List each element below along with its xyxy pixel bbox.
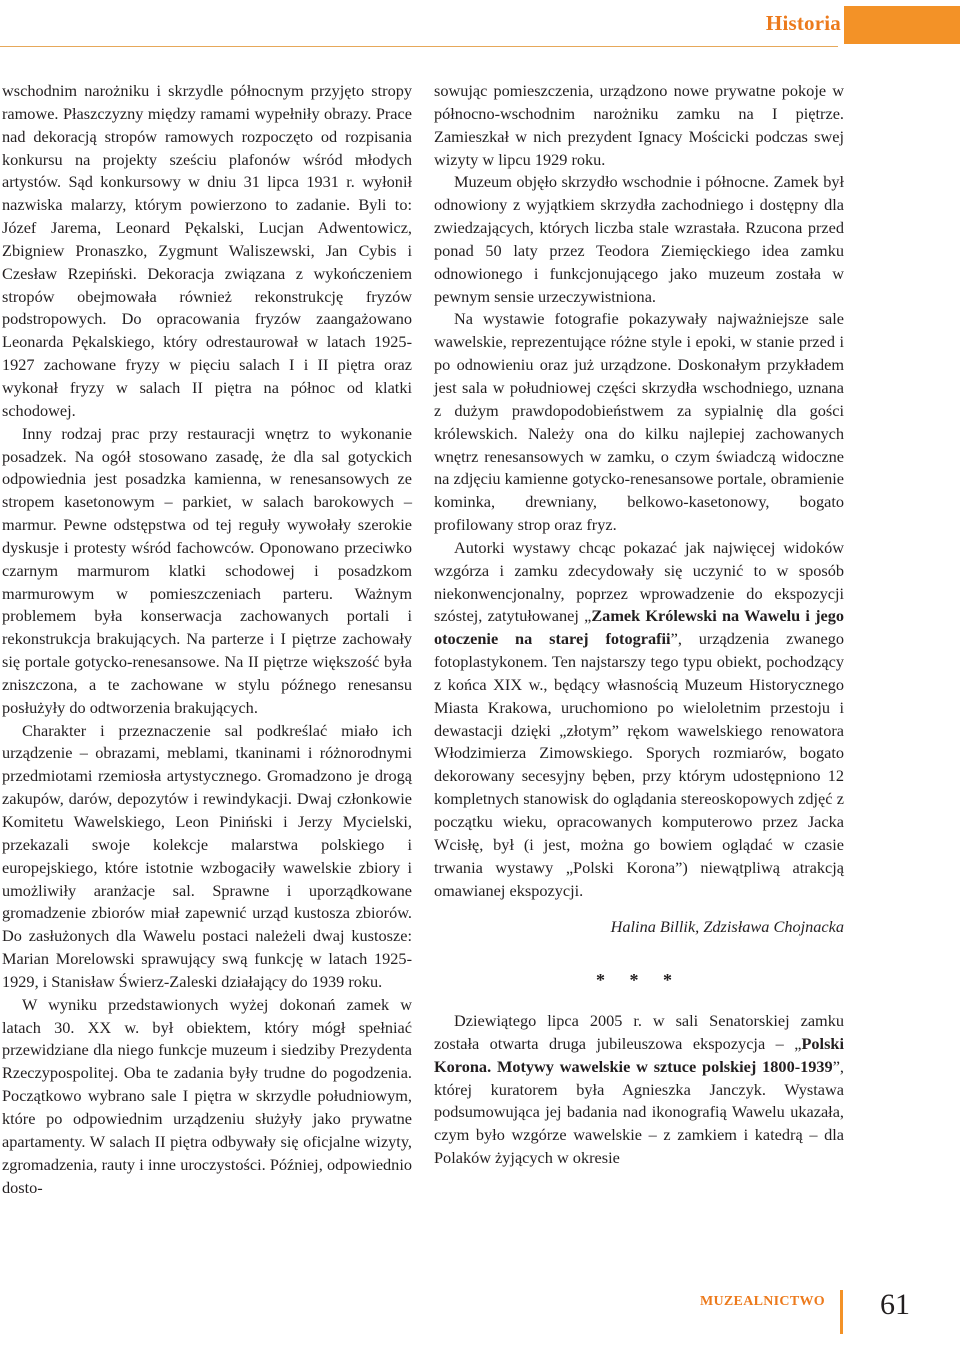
magazine-name: MUZEALNICTWO <box>700 1294 825 1309</box>
right-paragraph-4 <box>434 537 844 903</box>
right-paragraph-3: Na wystawie fotografie pokazywały najważniejsze sale wawelskie, reprezentujące różne style i epoki, w stanie przed i po odnowieniu oraz już urządzone. Doskonałym przykładem jest sala w południowej części skrzydła wschodniego, uznana z dużym prawdopodobieństwem za sypialnię dla gości królewskich. Należy ona do kilku najlepiej zachowanych wnętrz renesansowych w zamku, o czym świadczą widoczne na zdjęciu kamienne gotycko-renesansowe portale, obramienie kominka, drewniany, belkowo-kasetonowy, bogato profilowany strop oraz fryz. <box>434 309 844 535</box>
paragraph-text: ”, której kuratorem była Agnieszka Janczyk. Wystawa podsumowująca jej badania nad ikonografią Wawelu ukazała, czym było wzgórze wawelskie – z zamkiem i katedrą – dla Polaków żyjących w okresie <box>434 1056 844 1168</box>
section-title: Historia <box>765 11 841 35</box>
left-paragraph-1: wschodnim narożniku i skrzydle północnym przyjęto stropy ramowe. Płaszczyzny między ramami wypełniły obrazy. Prace nad dekoracją stropów ramowych rozpoczęto od rozpisania konkursu na projekty sześciu plafonów wśród młodych artystów. Sąd konkursowy w dniu 31 lipca 1931 r. wyłonił nazwiska malarzy, którym powierzono to zadanie. Byli to: Józef Jarema, Leonard Pękalski, Lucjan Adwentowicz, Zbigniew Pronaszko, Zygmunt Waliszewski, Jan Cybis i Czesław Rzepiński. Dekoracja związana z wykończeniem stropów obejmowała również rekonstrukcję fryzów podstropowych. Do opracowania fryzów zaangażowano Leonarda Pękalskiego, który odrestaurował w latach 1925-1927 zachowane fryzy w pięciu salach I i II piętra oraz wykonał fryzy w salach II piętra na północ od klatki schodowej. <box>2 81 412 420</box>
footer-accent-bar <box>840 1290 843 1334</box>
header-rule <box>0 46 838 47</box>
author-signature: Halina Billik, Zdzisława Chojnacka <box>610 917 844 937</box>
left-paragraph-3: Charakter i przeznaczenie sal podkreślać miało ich urządzenie – obrazami, meblami, tkaninami i różnorodnymi przedmiotami rzemiosła artystycznego. Gromadzono je drogą zakupów, darów, depozytów i rewindykacji. Dwaj członkowie Komitetu Wawelskiego, Leon Piniński i Jerzy Mycielski, przekazali swoje kolekcje malarstwa polskiego i europejskiego, które istotnie wzbogaciły wawelskie zbiory i umożliwiły aranżacje sal. Sprawne i uporządkowane gromadzenie zbiorów miał zapewnić urząd kustosza zbiorów. Do zasłużonych dla Wawelu postaci należeli dwaj kustosze: Marian Morelowski sprawujący swą funkcję w latach 1925-1929, i Stanisław Świerz-Zaleski działający do 1939 roku. <box>2 720 412 991</box>
right-paragraph-2: Muzeum objęło skrzydło wschodnie i północne. Zamek był odnowiony z wyjątkiem skrzydła zachodniego i dostępny dla zwiedzających, których liczba stale wzrastała. Rzucona przed ponad 50 laty przez Teodora Ziemięckiego idea zamku odnowionego i funkcjonującego jako muzeum została w pewnym sensie urzeczywistniona. <box>434 172 844 306</box>
left-paragraph-4: W wyniku przedstawionych wyżej dokonań zamek w latach 30. XX w. był obiektem, który mógł spełniać przewidziane dla niego funkcje muzeum i siedziby Prezydenta Rzeczypospolitej. Oba te zadania były trudne do pogodzenia. Początkowo wybrano sale I piętra w skrzydle południowym, które po odpowiednim urządzeniu służyły jako prywatne apartamenty. W salach II piętra odbywały się oficjalne wizyty, zgromadzenia, rauty i inne uroczystości. Później, odpowiednio dosto- <box>2 994 412 1197</box>
right-column <box>434 80 844 1170</box>
paragraph-text: Autorki wystawy chcąc pokazać jak najwięcej widoków wzgórza i zamku zdecydowały się uczynić to w sposób niekonwencjonalny, poprzez wprowadzenie do ekspozycji szóstej, zatytułowanej „ <box>434 537 844 626</box>
exhibition-title-bold: Polski Korona. Motywy wawelskie w sztuce polskiej 1800-1939 <box>434 1033 844 1076</box>
page-number: 61 <box>880 1288 910 1321</box>
left-paragraph-2: Inny rodzaj prac przy restauracji wnętrz to wykonanie posadzek. Na ogół stosowano zasadę, że dla sal gotyckich odpowiednia jest posadzka kamienna, w renesansowych ze stropem kasetonowym – parkiet, w salach barokowych – marmur. Pewne odstępstwa od tej reguły wywołały szerokie dyskusje i protesty wśród fachowców. Oponowano przeciwko czarnym marmurom klatki schodowej i posadzkom marmurowym w pomieszczeniach parteru. Ważnym problemem była konserwacja zachowanych portali i rekonstrukcja brakujących. Na parterze i I piętrze zachowały się portale gotycko-renesansowe. Na II piętrze większość była zniszczona, a te zachowane w stylu późnego renesansu posłużyły do odtworzenia brakujących. <box>2 423 412 717</box>
section-separator: * * * <box>596 970 682 991</box>
right-paragraph-1: sowując pomieszczenia, urządzono nowe prywatne pokoje w północno-wschodnim narożniku zamku na I piętrze. Zamieszkał w nich prezydent Ignacy Mościcki podczas swej wizyty w lipcu 1929 roku. <box>434 81 844 169</box>
header-accent-bar <box>844 6 960 44</box>
right-paragraph-5 <box>434 1010 844 1170</box>
paragraph-text: ”, urządzenia zwanego fotoplastykonem. Ten najstarszy tego typu obiekt, pochodzący z końca XIX w., będący własnością Muzeum Historycznego Miasta Krakowa, uruchomiono po wieloletnim przestoju i dewastacji dzięki „złotym” rękom wawelskiego renowatora Włodzimierza Zimowskiego. Sporych rozmiarów, bogato dekorowany secesyjny bęben, przy którym udostępniono 12 kompletnych stanowisk do oglądania stereoskopowych zdjęć z początku wieku, opracowanych komputerowo przez Jacka Wcisłę, był (i jest, można go bowiem oglądać w czasie trwania wystawy „Polski Korona”) niewątpliwą atrakcją omawianej ekspozycji. <box>434 629 844 900</box>
paragraph-text: Dziewiątego lipca 2005 r. w sali Senatorskiej zamku została otwarta druga jubileuszowa ekspozycja – „ <box>434 1011 844 1053</box>
left-column <box>2 80 412 1199</box>
exhibition-title-bold: Zamek Królewski na Wawelu i jego otoczenie na starej fotografii <box>434 606 844 649</box>
